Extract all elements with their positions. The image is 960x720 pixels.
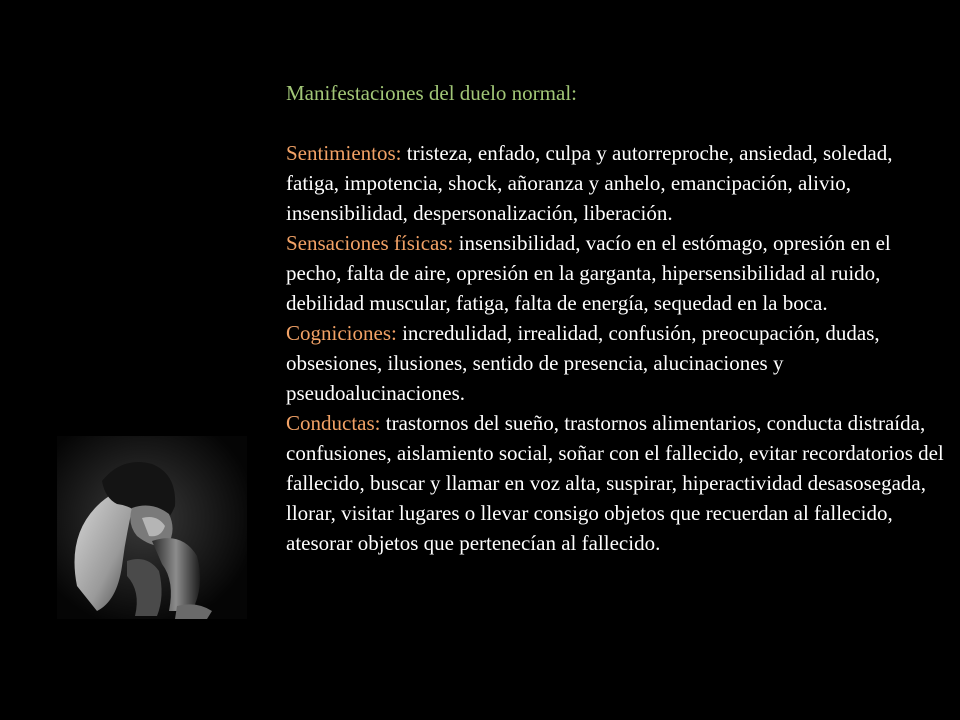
section-text: insensibilidad, vacío en el estómago, opresión en el pecho, falta de aire, opresión en la garganta, hipersensibilidad al ruido, debilidad muscular, fatiga, falta de energía, sequedad en la boca. <box>286 231 891 315</box>
section-text: tristeza, enfado, culpa y autorreproche, ansiedad, soledad, fatiga, impotencia, shock, añoranza y anhelo, emancipación, alivio, insensibilidad, despersonalización, liberación. <box>286 141 893 225</box>
section-label: Sentimientos: <box>286 141 402 165</box>
section-cogniciones <box>286 318 946 408</box>
slide-heading: Manifestaciones del duelo normal: <box>286 81 577 105</box>
heading-gap <box>286 108 946 138</box>
section-sensaciones-fisicas <box>286 228 946 318</box>
grieving-person-photo <box>57 436 247 619</box>
section-label: Cogniciones: <box>286 321 397 345</box>
section-conductas <box>286 408 946 558</box>
section-text: trastornos del sueño, trastornos alimentarios, conducta distraída, confusiones, aislamiento social, soñar con el fallecido, evitar recordatorios del fallecido, buscar y llamar en voz alta, suspirar, hiperactividad desasosegada, llorar, visitar lugares o llevar consigo objetos que recuerdan al fallecido, atesorar objetos que pertenecían al fallecido. <box>286 411 944 555</box>
slide-text <box>286 78 946 558</box>
section-text: incredulidad, irrealidad, confusión, preocupación, dudas, obsesiones, ilusiones, sentido de presencia, alucinaciones y pseudoalucinaciones. <box>286 321 880 405</box>
section-label: Conductas: <box>286 411 381 435</box>
section-label: Sensaciones físicas: <box>286 231 454 255</box>
grieving-person-illustration <box>57 436 247 619</box>
section-sentimientos <box>286 138 946 228</box>
